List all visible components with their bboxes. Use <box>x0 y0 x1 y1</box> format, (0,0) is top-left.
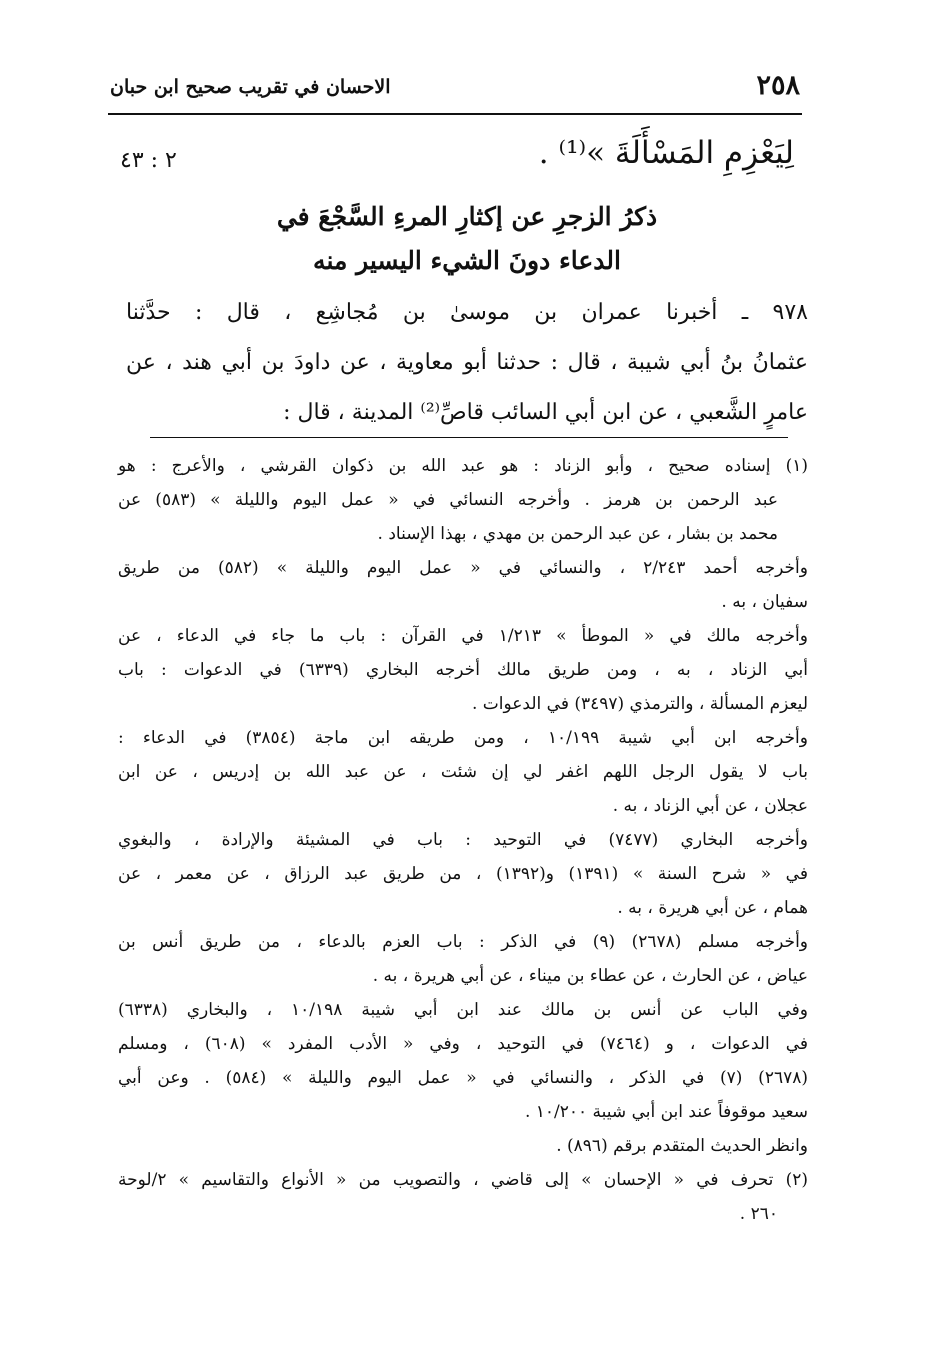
page-number: ٢٥٨ <box>756 70 800 101</box>
footnote-line: وفي الباب عن أنس بن مالك عند ابن أبي شيبة ١٠/١٩٨ ، والبخاري (٦٣٣٨) <box>118 1000 808 1020</box>
text-line: ٩٧٨ ـ أخبرنا عمران بن موسىٰ بن مُجاشِع ، قال : حدَّثنا <box>126 300 808 325</box>
footnote-line: محمد بن بشار ، عن عبد الرحمن بن مهدي ، بهذا الإسناد . <box>377 524 778 544</box>
footnote-line: (٢٦٧٨) (٧) في الذكر ، والنسائي في « عمل اليوم والليلة » (٥٨٤) . وعن أبي <box>118 1068 808 1088</box>
footnote-line: وأخرجه ابن أبي شيبة ١٠/١٩٩ ، ومن طريقه ابن ماجة (٣٨٥٤) في الدعاء : <box>118 728 808 748</box>
footnote-line: باب لا يقول الرجل اللهم اغفر لي إن شئت ، عن عبد الله بن إدريس ، عن ابن <box>118 762 808 782</box>
footnote-line: وأخرجه مسلم (٢٦٧٨) (٩) في الذكر : باب العزم بالدعاء ، من طريق أنس بن <box>118 932 808 952</box>
footnote-line: سعيد موقوفاً عند ابن أبي شيبة ١٠/٢٠٠ . <box>524 1102 808 1122</box>
footnote-line: عياض ، عن الحارث ، عن عطاء بن ميناء ، عن أبي هريرة ، به . <box>372 966 808 986</box>
footnote-line: في الدعوات ، و (٧٤٦٤) في التوحيد ، وفي « الأدب المفرد » (٦٠٨) ، ومسلم <box>118 1034 809 1054</box>
hadith-text <box>126 288 808 438</box>
header-rule <box>108 113 802 115</box>
running-title: الاحسان في تقريب صحيح ابن حبان <box>110 76 391 98</box>
footnote-line: في « شرح السنة » (١٣٩١) و(١٣٩٢) ، من طريق عبد الرزاق ، عن معمر ، عن <box>118 864 808 884</box>
footnote-line: وانظر الحديث المتقدم برقم (٨٩٦) . <box>556 1136 808 1156</box>
footnote-line: (٢) تحرف في « الإحسان » إلى قاضي ، والتصويب من « الأنواع والتقاسيم » ٢/لوحة <box>118 1170 808 1190</box>
footnote-line: ليعزم المسألة ، والترمذي (٣٤٩٧) في الدعوات . <box>471 694 808 714</box>
footnote-line: وأخرجه أحمد ٢/٢٤٣ ، والنسائي في « عمل اليوم والليلة » (٥٨٢) من طريق <box>118 558 808 578</box>
heading-line-1: ذكرُ الزجرِ عن إكثارِ المرءِ السَّجْعَ في <box>276 202 658 231</box>
footnote-line: عبد الرحمن بن هرمز . وأخرجه النسائي في « عمل اليوم والليلة » (٥٨٣) عن <box>118 490 778 510</box>
footnote-line: سفيان ، به . <box>721 592 808 612</box>
page-header <box>110 70 800 110</box>
volume-page-reference: ٢ : ٤٣ <box>120 148 177 173</box>
footnote-line: وأخرجه البخاري (٧٤٧٧) في التوحيد : باب في المشيئة والإرادة ، والبغوي <box>118 830 808 850</box>
footnote-line: أبي الزناد ، به ، ومن طريق مالك أخرجه البخاري (٦٣٣٩) في الدعوات : باب <box>118 660 808 680</box>
footnote-line: عجلان ، عن أبي الزناد ، به . <box>612 796 808 816</box>
footnote-line: وأخرجه مالك في « الموطأ » ١/٢١٣ في القرآن : باب ما جاء في الدعاء ، عن <box>118 626 808 646</box>
text-line: عثمانُ بنُ أبي شيبة ، قال : حدثنا أبو معاوية ، عن داودَ بن أبي هند ، عن <box>126 350 808 375</box>
text-line: عامرٍ الشَّعبي ، عن ابن أبي السائب قاصِّ⁽²⁾ المدينة ، قال : <box>283 400 808 425</box>
footnote-line: ٢٦٠ . <box>739 1204 778 1224</box>
heading-line-2: الدعاء دونَ الشيء اليسير منه <box>313 246 621 275</box>
footnote-line: (١) إسناده صحيح ، وأبو الزناد : هو عبد الله بن ذكوان القرشي ، والأعرج : هو <box>118 456 808 476</box>
continuation-text: لِيَعْزِمِ المَسْأَلَةَ »⁽¹⁾ . <box>538 135 794 171</box>
footnote-separator <box>150 437 788 438</box>
footnotes <box>118 449 808 1231</box>
footnote-line: همام ، عن أبي هريرة ، به . <box>617 898 808 918</box>
chapter-heading <box>130 195 804 283</box>
